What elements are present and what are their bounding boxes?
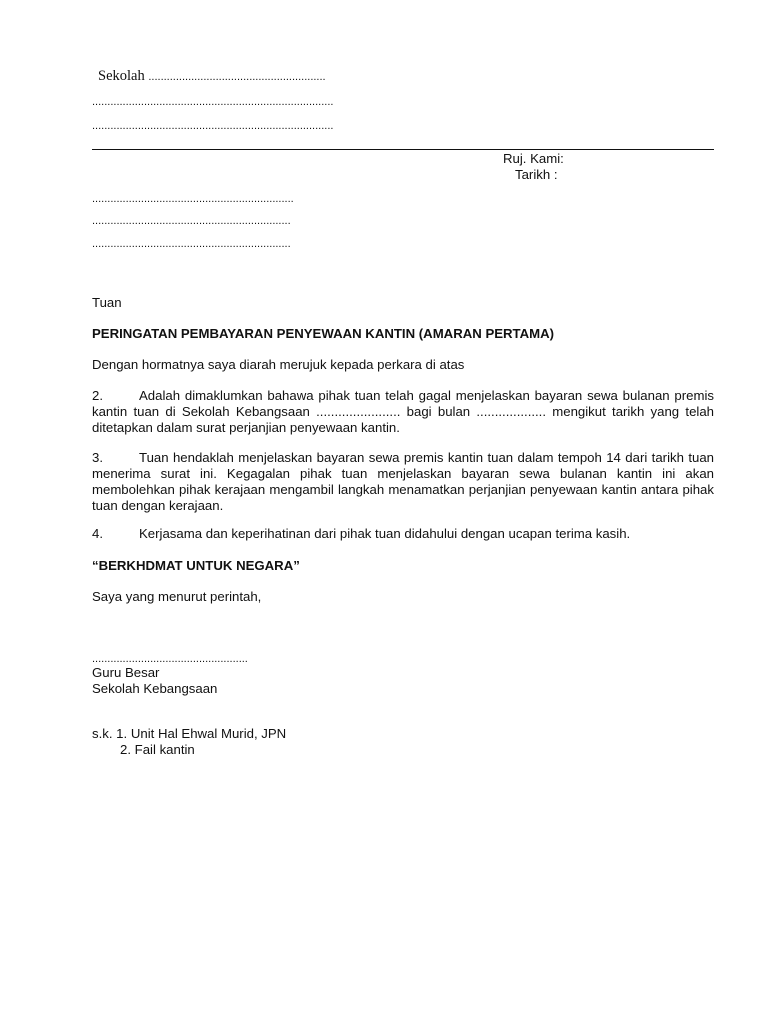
letter-subject: PERINGATAN PEMBAYARAN PENYEWAAN KANTIN (AMARAN PERTAMA) [92, 326, 555, 341]
cc-line-2: 2. Fail kantin [120, 742, 195, 757]
paragraph-2-number: 2. [92, 388, 103, 403]
paragraph-4-number: 4. [92, 526, 103, 541]
cc-line-1: s.k. 1. Unit Hal Ehwal Murid, JPN [92, 726, 287, 741]
school-line [98, 68, 326, 85]
signature-school: Sekolah Kebangsaan [92, 681, 218, 696]
signature-dots: ................................................... [92, 653, 248, 665]
paragraph-4-text: Kerjasama dan keperihatinan dari pihak tuan didahului dengan ucapan terima kasih. [139, 526, 631, 541]
tarikh-label: Tarikh : [515, 167, 558, 182]
school-label: Sekolah [98, 68, 145, 84]
recipient-line-1: .................................................................. [92, 193, 294, 205]
paragraph-2-text: Adalah dimaklumkan bahawa pihak tuan telah gagal menjelaskan bayaran sewa bulanan premis kantin tuan di Sekolah Kebangsaan ....................... bagi bulan ................... mengikut tarikh yang telah ditetapkan dalam surat perjanjian penyewaan kantin. [92, 388, 714, 435]
recipient-line-2: ................................................................. [92, 215, 291, 227]
address-line-1: ............................................................................... [92, 96, 334, 108]
closing-line: Saya yang menurut perintah, [92, 589, 262, 604]
motto: “BERKHDMAT UNTUK NEGARA” [92, 558, 300, 573]
header-divider [92, 149, 714, 150]
signature-title: Guru Besar [92, 665, 160, 680]
paragraph-2 [92, 388, 714, 436]
opening-line: Dengan hormatnya saya diarah merujuk kepada perkara di atas [92, 357, 465, 372]
recipient-line-3: ................................................................. [92, 238, 291, 250]
school-dots: .......................................................... [148, 71, 326, 83]
salutation: Tuan [92, 295, 122, 310]
paragraph-3-text: Tuan hendaklah menjelaskan bayaran sewa premis kantin tuan dalam tempoh 14 dari tarikh tuan menerima surat ini. Kegagalan pihak tuan menjelaskan bayaran sewa bulanan kantin ini akan membolehkan pihak kerajaan mengambil langkah menamatkan perjanjian penyewaan kantin antara pihak tuan dengan kerajaan. [92, 450, 714, 513]
paragraph-3-number: 3. [92, 450, 103, 465]
address-line-2: ............................................................................... [92, 120, 334, 132]
ruj-kami-label: Ruj. Kami: [503, 151, 564, 166]
paragraph-4 [92, 526, 714, 542]
paragraph-3 [92, 450, 714, 514]
